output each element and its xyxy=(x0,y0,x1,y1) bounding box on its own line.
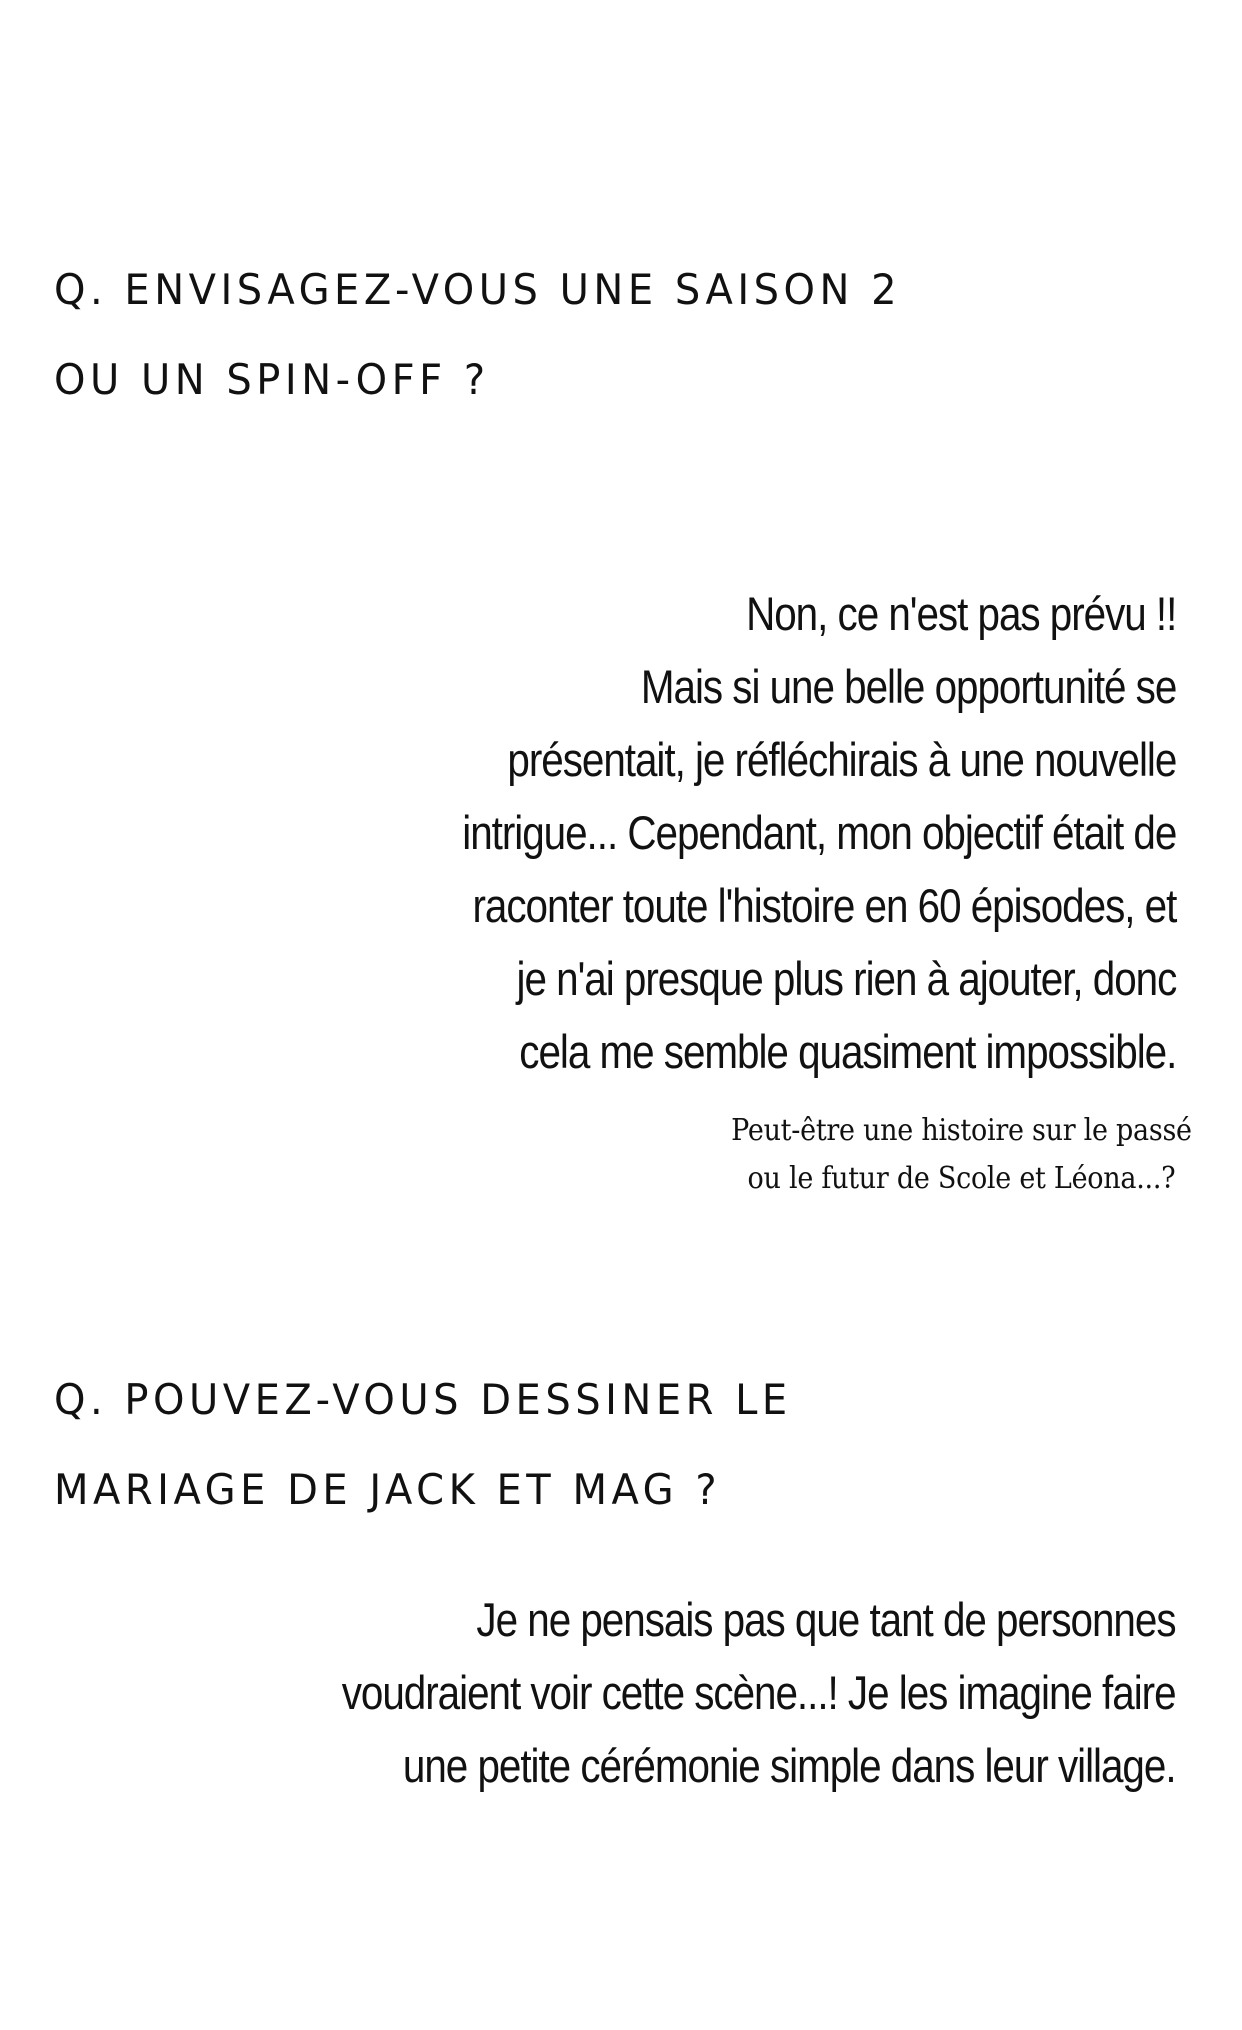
answer-1-line-2: Mais si une belle opportunité se xyxy=(640,660,1176,713)
question-2 xyxy=(54,1355,792,1536)
question-2-line-2: MARIAGE DE JACK ET MAG ? xyxy=(54,1466,722,1515)
answer-1 xyxy=(462,577,1176,1088)
question-1-line-2: OU UN SPIN-OFF ? xyxy=(54,356,490,405)
question-2-line-1: Q. POUVEZ-VOUS DESSINER LE xyxy=(54,1376,792,1425)
answer-1-note-line-1: Peut-être une histoire sur le passé xyxy=(731,1113,1192,1148)
answer-1-line-7: cela me semble quasiment impossible. xyxy=(518,1025,1176,1078)
answer-1-note-line-2: ou le futur de Scole et Léona...? xyxy=(747,1161,1176,1196)
question-1 xyxy=(54,245,901,426)
answer-2-line-3: une petite cérémonie simple dans leur village. xyxy=(403,1739,1177,1792)
answer-2-line-2: voudraient voir cette scène...! Je les imagine faire xyxy=(342,1666,1176,1719)
answer-2-line-1: Je ne pensais pas que tant de personnes xyxy=(476,1593,1176,1646)
answer-1-line-5: raconter toute l'histoire en 60 épisodes, et xyxy=(472,879,1176,932)
answer-1-line-6: je n'ai presque plus rien à ajouter, donc xyxy=(516,952,1176,1005)
answer-1-line-1: Non, ce n'est pas prévu !! xyxy=(745,587,1176,640)
question-1-line-1: Q. ENVISAGEZ-VOUS UNE SAISON 2 xyxy=(54,266,902,315)
answer-1-note xyxy=(731,1107,1192,1203)
answer-1-line-3: présentait, je réfléchirais à une nouvelle xyxy=(507,733,1177,786)
answer-2 xyxy=(342,1583,1176,1802)
answer-1-line-4: intrigue... Cependant, mon objectif était de xyxy=(461,806,1176,859)
